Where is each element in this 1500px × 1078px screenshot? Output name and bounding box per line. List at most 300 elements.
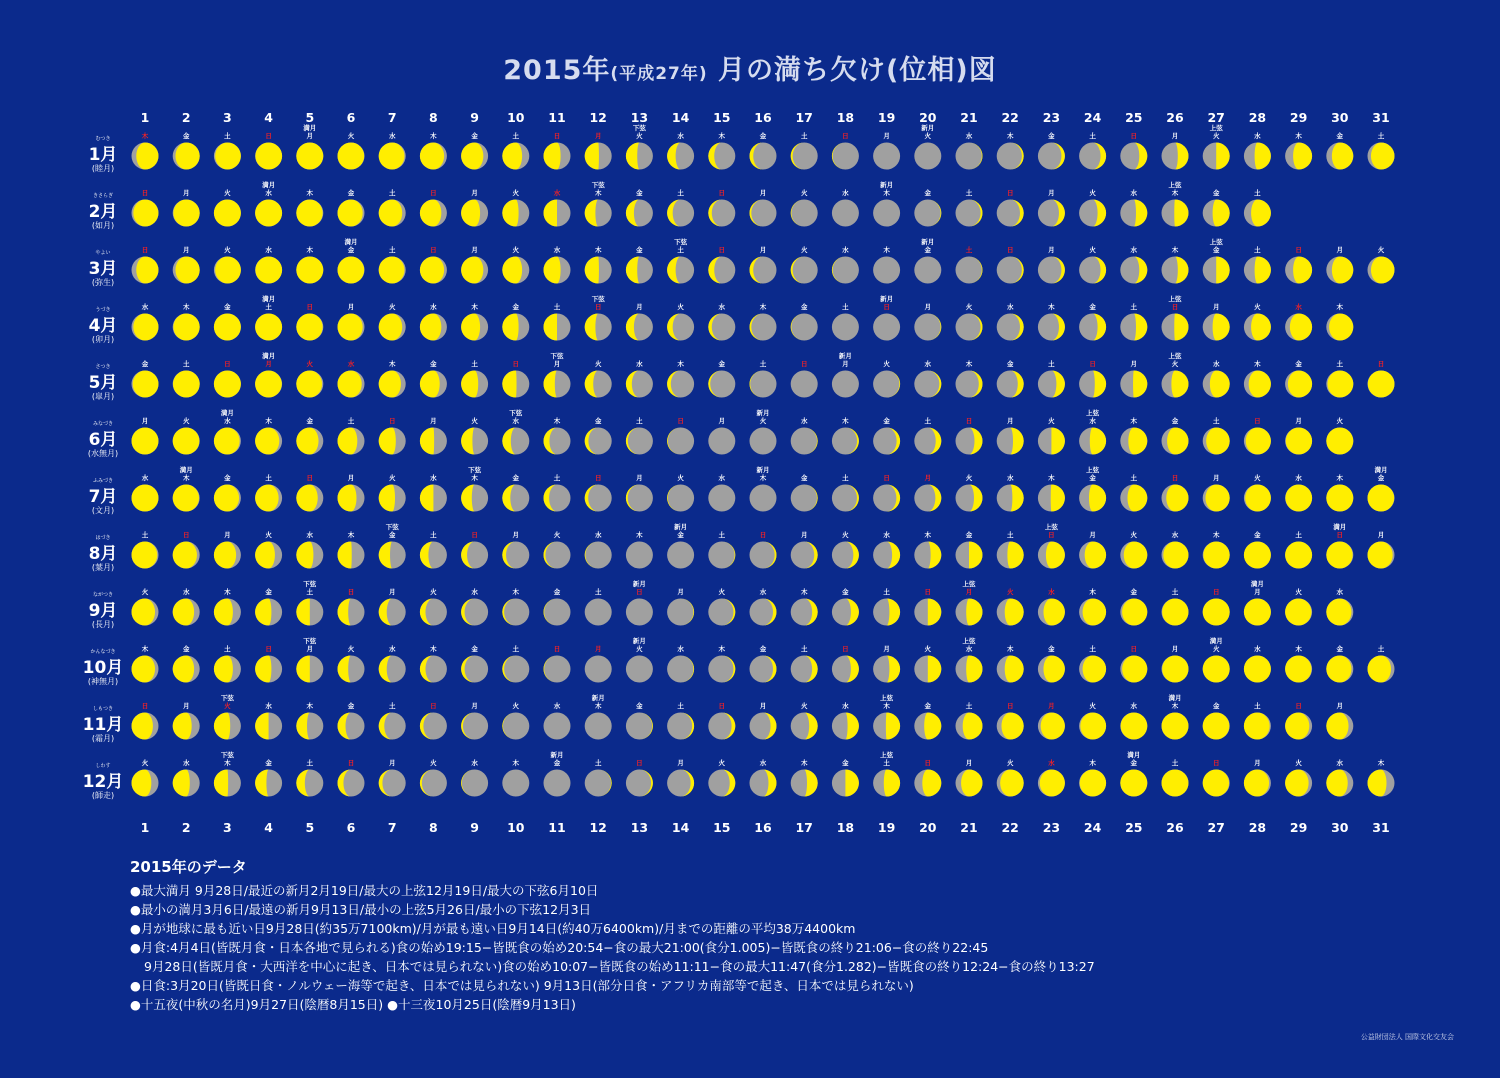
month-sub-label: (文月) xyxy=(91,506,115,515)
weekday-label: 木 xyxy=(1295,132,1302,140)
weekday-label: 金 xyxy=(1212,246,1220,254)
weekday-label: 火 xyxy=(718,588,726,596)
moon-lit-part xyxy=(338,200,363,227)
weekday-label: 木 xyxy=(759,474,767,482)
phase-event-label: 満月 xyxy=(220,409,234,417)
weekday-label: 水 xyxy=(636,360,643,368)
moon-lit-part xyxy=(1174,314,1188,341)
phase-event-label: 下弦 xyxy=(303,580,317,588)
weekday-label: 金 xyxy=(182,132,190,140)
month-ruby: ながつき xyxy=(92,592,114,598)
weekday-label: 月 xyxy=(1048,189,1055,197)
weekday-label: 月 xyxy=(1171,132,1179,140)
phase-event-label: 新月 xyxy=(756,466,770,474)
publisher-credit: 公益財団法人 国際文化交友会 xyxy=(1360,1033,1454,1041)
moon-lit-part xyxy=(1244,599,1271,626)
moon-lit-part xyxy=(1203,656,1230,683)
moon-lit-part xyxy=(1326,770,1347,797)
weekday-label: 木 xyxy=(347,531,355,539)
moon-lit-part xyxy=(173,713,192,740)
weekday-label: 水 xyxy=(265,702,272,710)
weekday-label: 金 xyxy=(224,474,231,482)
weekday-label: 月 xyxy=(1048,702,1055,710)
moon-lit-part xyxy=(1285,599,1311,626)
weekday-label: 土 xyxy=(1130,303,1138,311)
weekday-label: 月 xyxy=(677,759,684,767)
weekday-label: 木 xyxy=(1130,417,1138,425)
column-label-top: 23 xyxy=(1042,110,1061,125)
weekday-label: 土 xyxy=(965,246,973,254)
weekday-label: 水 xyxy=(265,246,272,254)
month-ruby: きさらぎ xyxy=(92,193,114,199)
month-label: 7月 xyxy=(88,487,118,507)
weekday-label: 月 xyxy=(1006,417,1014,425)
weekday-label: 月 xyxy=(1254,759,1261,767)
moon-lit-part xyxy=(296,371,322,398)
moon-lit-part xyxy=(1332,143,1353,170)
weekday-label: 日 xyxy=(265,645,272,653)
moon-disc xyxy=(544,770,571,797)
phase-event-label: 満月 xyxy=(1168,694,1182,702)
weekday-label: 水 xyxy=(965,132,973,140)
moon-lit-part xyxy=(1293,143,1312,170)
phase-event-label: 新月 xyxy=(632,580,646,588)
weekday-label: 金 xyxy=(1048,645,1055,653)
weekday-label: 金 xyxy=(842,759,849,767)
weekday-label: 日 xyxy=(1006,189,1014,197)
moon-lit-part xyxy=(585,143,599,170)
moon-lit-part xyxy=(1244,713,1270,740)
weekday-label: 土 xyxy=(553,474,561,482)
month-ruby: むつき xyxy=(95,136,111,142)
weekday-label: 火 xyxy=(347,132,355,140)
weekday-label: 日 xyxy=(924,588,932,596)
column-label-top: 26 xyxy=(1166,110,1184,125)
weekday-label: 木 xyxy=(471,303,478,311)
weekday-label: 日 xyxy=(1130,645,1138,653)
month-label: 12月 xyxy=(82,772,124,792)
weekday-label: 日 xyxy=(1006,702,1014,710)
moon-lit-part xyxy=(1080,770,1106,797)
moon-lit-part xyxy=(585,257,599,284)
weekday-label: 木 xyxy=(1295,645,1302,653)
phase-event-label: 新月 xyxy=(880,295,894,303)
phase-event-label: 新月 xyxy=(756,409,770,417)
weekday-label: 土 xyxy=(924,417,932,425)
moon-lit-part xyxy=(544,314,558,341)
moon-lit-part xyxy=(1007,542,1023,569)
weekday-label: 木 xyxy=(1006,132,1014,140)
moon-lit-part xyxy=(1286,428,1312,455)
weekday-label: 日 xyxy=(759,531,767,539)
weekday-label: 火 xyxy=(430,588,437,596)
month-label: 1月 xyxy=(88,145,118,165)
moon-lit-part xyxy=(132,599,156,626)
moon-lit-part xyxy=(420,314,441,341)
moon-lit-part xyxy=(215,257,241,284)
weekday-label: 金 xyxy=(1212,189,1220,197)
moon-lit-part xyxy=(966,599,982,626)
moon-lit-part xyxy=(1326,542,1352,569)
weekday-label: 金 xyxy=(1130,588,1138,596)
weekday-label: 金 xyxy=(594,417,602,425)
moon-lit-part xyxy=(214,428,240,455)
weekday-label: 木 xyxy=(965,360,973,368)
phase-event-label: 上弦 xyxy=(962,637,976,645)
moon-lit-part xyxy=(173,599,194,626)
phase-event-label: 満月 xyxy=(1250,580,1264,588)
weekday-label: 金 xyxy=(924,189,932,197)
weekday-label: 土 xyxy=(594,759,602,767)
weekday-label: 水 xyxy=(842,702,849,710)
month-sub-label: (師走) xyxy=(91,791,115,800)
moon-lit-part xyxy=(132,485,159,512)
moon-lit-part xyxy=(338,542,352,569)
moon-lit-part xyxy=(884,770,900,797)
moon-lit-part xyxy=(1216,143,1230,170)
moon-lit-part xyxy=(132,713,153,740)
weekday-label: 日 xyxy=(1006,246,1014,254)
weekday-label: 日 xyxy=(1336,531,1344,539)
weekday-label: 木 xyxy=(1336,303,1344,311)
weekday-label: 日 xyxy=(1377,360,1385,368)
weekday-label: 金 xyxy=(800,303,808,311)
weekday-label: 月 xyxy=(883,132,890,140)
column-label-bottom: 15 xyxy=(713,820,731,835)
moon-lit-part xyxy=(214,713,230,740)
moon-lit-part xyxy=(922,770,941,797)
phase-event-label: 下弦 xyxy=(674,238,688,246)
weekday-label: 土 xyxy=(1171,759,1179,767)
weekday-label: 水 xyxy=(224,417,231,425)
weekday-label: 月 xyxy=(224,531,231,539)
moon-lit-part xyxy=(255,200,282,227)
weekday-label: 日 xyxy=(924,759,932,767)
phase-event-label: 新月 xyxy=(550,751,564,759)
weekday-label: 土 xyxy=(718,531,726,539)
column-label-top: 2 xyxy=(181,110,191,125)
month-ruby: うづき xyxy=(95,307,111,313)
weekday-label: 水 xyxy=(677,645,684,653)
weekday-label: 月 xyxy=(347,303,355,311)
moon-lit-part xyxy=(214,656,233,683)
weekday-label: 水 xyxy=(1212,360,1220,368)
column-label-bottom: 10 xyxy=(507,820,525,835)
weekday-label: 土 xyxy=(800,132,808,140)
moon-lit-part xyxy=(1203,770,1229,797)
weekday-label: 月 xyxy=(141,417,149,425)
moon-lit-part xyxy=(1326,713,1348,740)
weekday-label: 土 xyxy=(1254,189,1261,197)
weekday-label: 火 xyxy=(347,645,355,653)
moon-lit-part xyxy=(132,428,159,455)
moon-lit-part xyxy=(173,656,194,683)
weekday-label: 火 xyxy=(141,759,149,767)
column-label-top: 20 xyxy=(919,110,937,125)
weekday-label: 日 xyxy=(842,132,849,140)
weekday-label: 日 xyxy=(224,360,231,368)
month-sub-label: (葉月) xyxy=(91,563,115,572)
phase-event-label: 上弦 xyxy=(1168,181,1182,189)
month-label: 10月 xyxy=(82,658,124,678)
weekday-label: 火 xyxy=(1089,246,1096,254)
moon-lit-part xyxy=(175,143,199,170)
column-label-top: 9 xyxy=(470,110,479,125)
moon-disc xyxy=(750,428,777,455)
weekday-label: 金 xyxy=(924,702,932,710)
weekday-label: 土 xyxy=(1089,645,1096,653)
weekday-label: 木 xyxy=(512,588,520,596)
moon-lit-part xyxy=(338,428,358,455)
phase-event-label: 満月 xyxy=(1333,523,1347,531)
weekday-label: 木 xyxy=(718,645,726,653)
weekday-label: 日 xyxy=(1171,474,1179,482)
phase-event-label: 下弦 xyxy=(591,295,605,303)
weekday-label: 月 xyxy=(1336,702,1344,710)
phase-event-label: 満月 xyxy=(262,295,276,303)
phase-event-label: 満月 xyxy=(262,352,276,360)
column-label-top: 4 xyxy=(264,110,273,125)
column-label-top: 13 xyxy=(630,110,649,125)
moon-lit-part xyxy=(1326,428,1353,455)
weekday-label: 水 xyxy=(759,759,767,767)
moon-lit-part xyxy=(296,143,323,170)
month-label: 9月 xyxy=(88,601,118,621)
weekday-label: 月 xyxy=(1212,303,1220,311)
month-sub-label: (水無月) xyxy=(87,449,119,458)
weekday-label: 木 xyxy=(430,132,437,140)
column-label-top: 14 xyxy=(671,110,690,125)
weekday-label: 水 xyxy=(182,588,190,596)
weekday-label: 土 xyxy=(1377,645,1385,653)
weekday-label: 月 xyxy=(759,702,767,710)
moon-lit-part xyxy=(1203,542,1229,569)
weekday-label: 水 xyxy=(1130,246,1138,254)
moon-lit-part xyxy=(215,143,241,170)
weekday-label: 火 xyxy=(594,360,602,368)
weekday-label: 日 xyxy=(594,303,602,311)
weekday-label: 水 xyxy=(1006,474,1014,482)
moon-lit-part xyxy=(1122,656,1147,683)
moon-lit-part xyxy=(461,200,480,227)
weekday-label: 日 xyxy=(1171,303,1179,311)
column-label-top: 27 xyxy=(1207,110,1225,125)
weekday-label: 金 xyxy=(1130,759,1138,767)
moon-lit-part xyxy=(1080,713,1106,740)
weekday-label: 金 xyxy=(388,531,396,539)
weekday-label: 水 xyxy=(677,132,684,140)
weekday-label: 木 xyxy=(759,303,767,311)
title-main: 月の満ち欠け(位相)図 xyxy=(718,55,997,86)
weekday-label: 火 xyxy=(1048,417,1055,425)
weekday-label: 水 xyxy=(718,303,726,311)
weekday-label: 日 xyxy=(1254,417,1261,425)
weekday-label: 火 xyxy=(1295,759,1302,767)
weekday-label: 木 xyxy=(265,417,272,425)
weekday-label: 水 xyxy=(759,588,767,596)
weekday-label: 月 xyxy=(1295,417,1302,425)
weekday-label: 金 xyxy=(1212,702,1220,710)
moon-disc xyxy=(626,656,653,683)
column-label-top: 6 xyxy=(346,110,356,125)
moon-lit-part xyxy=(214,200,241,227)
weekday-label: 木 xyxy=(883,702,890,710)
moon-lit-part xyxy=(1285,770,1309,797)
moon-lit-part xyxy=(296,599,310,626)
moon-disc xyxy=(544,713,571,740)
moon-lit-part xyxy=(379,485,395,512)
weekday-label: 土 xyxy=(512,645,520,653)
weekday-label: 日 xyxy=(306,474,314,482)
moon-lit-part xyxy=(502,257,522,284)
weekday-label: 月 xyxy=(471,702,478,710)
moon-lit-part xyxy=(1368,770,1387,797)
phase-event-label: 上弦 xyxy=(1044,523,1058,531)
weekday-label: 土 xyxy=(965,702,973,710)
weekday-label: 木 xyxy=(1089,588,1096,596)
moon-lit-part xyxy=(1255,143,1271,170)
weekday-label: 火 xyxy=(265,531,272,539)
weekday-label: 月 xyxy=(430,417,437,425)
weekday-label: 木 xyxy=(512,759,520,767)
column-label-top: 10 xyxy=(507,110,525,125)
moon-lit-part xyxy=(1166,485,1188,512)
column-label-bottom: 6 xyxy=(346,820,356,835)
weekday-label: 金 xyxy=(1336,645,1344,653)
weekday-label: 金 xyxy=(1089,303,1096,311)
weekday-label: 木 xyxy=(430,645,437,653)
weekday-label: 水 xyxy=(1130,189,1138,197)
moon-lit-part xyxy=(1128,428,1147,455)
weekday-label: 木 xyxy=(1089,759,1096,767)
weekday-label: 日 xyxy=(471,531,478,539)
weekday-label: 金 xyxy=(347,246,355,254)
notes-line: ●月が地球に最も近い日9月28日(約35万7100km)/月が最も遠い日9月14日(約40万6400km)/月までの距離の平均38万4400km xyxy=(130,921,856,936)
weekday-label: 金 xyxy=(265,588,272,596)
weekday-label: 日 xyxy=(1048,531,1055,539)
phase-event-label: 新月 xyxy=(674,523,688,531)
column-label-bottom: 21 xyxy=(960,820,978,835)
column-label-top: 11 xyxy=(548,110,566,125)
weekday-label: 火 xyxy=(1295,588,1302,596)
weekday-label: 日 xyxy=(512,360,520,368)
weekday-label: 金 xyxy=(883,417,890,425)
moon-lit-part xyxy=(379,143,405,170)
column-label-bottom: 1 xyxy=(140,820,150,835)
weekday-label: 金 xyxy=(430,360,437,368)
year-data-notes xyxy=(130,858,1280,1014)
weekday-label: 金 xyxy=(759,132,767,140)
column-label-top: 16 xyxy=(754,110,772,125)
phase-event-label: 新月 xyxy=(591,694,605,702)
weekday-label: 火 xyxy=(1254,474,1261,482)
moon-lit-part xyxy=(1162,713,1189,740)
weekday-label: 金 xyxy=(182,645,190,653)
weekday-label: 金 xyxy=(842,588,849,596)
month-ruby: しわす xyxy=(95,763,111,769)
weekday-label: 土 xyxy=(512,132,520,140)
weekday-label: 日 xyxy=(347,759,355,767)
weekday-label: 木 xyxy=(677,360,684,368)
weekday-label: 金 xyxy=(636,702,643,710)
weekday-label: 日 xyxy=(636,588,643,596)
moon-lit-part xyxy=(1285,713,1309,740)
weekday-label: 日 xyxy=(430,246,437,254)
weekday-label: 木 xyxy=(883,246,890,254)
column-label-bottom: 12 xyxy=(589,820,607,835)
weekday-label: 金 xyxy=(553,759,561,767)
weekday-label: 木 xyxy=(182,474,190,482)
weekday-label: 木 xyxy=(141,645,149,653)
weekday-label: 水 xyxy=(1254,132,1261,140)
column-label-bottom: 13 xyxy=(630,820,649,835)
weekday-label: 火 xyxy=(224,246,231,254)
phase-event-label: 上弦 xyxy=(880,694,894,702)
weekday-label: 月 xyxy=(182,702,190,710)
weekday-label: 金 xyxy=(965,531,973,539)
moon-lit-part xyxy=(379,314,403,341)
weekday-label: 月 xyxy=(1089,531,1096,539)
weekday-label: 火 xyxy=(636,645,643,653)
moon-lit-part xyxy=(1246,428,1271,455)
weekday-label: 火 xyxy=(512,246,520,254)
weekday-label: 金 xyxy=(1295,360,1302,368)
weekday-label: 月 xyxy=(306,645,314,653)
weekday-label: 火 xyxy=(965,303,973,311)
moon-lit-part xyxy=(1288,371,1312,398)
moon-lit-part xyxy=(502,314,518,341)
moon-lit-part xyxy=(544,200,558,227)
month-sub-label: (皐月) xyxy=(91,392,115,401)
moon-disc xyxy=(585,656,612,683)
month-ruby: さつき xyxy=(95,364,111,370)
weekday-label: 木 xyxy=(718,132,726,140)
notes-line: ●最小の満月3月6日/最遠の新月9月13日/最小の上弦5月26日/最小の下弦12月3日 xyxy=(130,902,592,917)
weekday-label: 水 xyxy=(471,759,478,767)
weekday-label: 月 xyxy=(759,189,767,197)
weekday-label: 水 xyxy=(883,531,890,539)
weekday-label: 土 xyxy=(1377,132,1385,140)
weekday-label: 水 xyxy=(553,189,561,197)
weekday-label: 月 xyxy=(965,759,973,767)
moon-lit-part xyxy=(255,713,269,740)
moon-lit-part xyxy=(963,713,983,740)
weekday-label: 火 xyxy=(800,702,808,710)
weekday-label: 土 xyxy=(677,246,684,254)
weekday-label: 水 xyxy=(1089,417,1096,425)
weekday-label: 月 xyxy=(594,645,602,653)
moon-disc xyxy=(832,371,859,398)
column-label-top: 8 xyxy=(429,110,438,125)
weekday-label: 日 xyxy=(1295,246,1302,254)
column-label-top: 25 xyxy=(1125,110,1143,125)
weekday-label: 金 xyxy=(553,588,561,596)
phase-event-label: 下弦 xyxy=(220,751,234,759)
phase-event-label: 下弦 xyxy=(220,694,234,702)
weekday-label: 土 xyxy=(1048,360,1055,368)
weekday-label: 火 xyxy=(924,132,932,140)
weekday-label: 木 xyxy=(1048,303,1055,311)
weekday-label: 月 xyxy=(182,189,190,197)
month-sub-label: (睦月) xyxy=(91,164,115,173)
moon-lit-part xyxy=(296,314,322,341)
weekday-label: 日 xyxy=(347,588,355,596)
month-label: 5月 xyxy=(88,373,118,393)
weekday-label: 日 xyxy=(1212,759,1220,767)
moon-lit-part xyxy=(296,428,318,455)
weekday-label: 月 xyxy=(306,132,314,140)
weekday-label: 土 xyxy=(842,474,849,482)
